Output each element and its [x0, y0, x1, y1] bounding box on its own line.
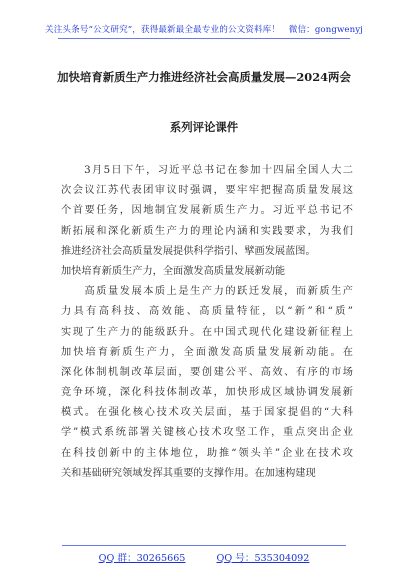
promo-banner	[0, 23, 408, 35]
body-text-line: 竞争环境，深化科技体制改革，加快形成区域协调发展新	[61, 387, 353, 399]
footer-divider	[62, 545, 346, 546]
body-text-line: 加快培育新质生产力，全面激发高质量发展新动能	[61, 265, 286, 277]
body-text-line: 断拓展和深化新质生产力的理论内涵和实践要求，为我们	[61, 225, 353, 237]
body-text-line: 3月5日下午，习近平总书记在参加十四届全国人大二	[61, 165, 353, 176]
body-text-line: 推进经济社会高质量发展提供科学指引、擘画发展蓝图。	[61, 245, 316, 257]
body-text-line: 高质量发展本质上是生产力的跃迁发展，而新质生产	[61, 286, 353, 298]
body-text-line: 模式。在强化核心技术攻关层面，基于国家提倡的“大科	[61, 407, 353, 419]
promo-banner-text: 关注头条号“公文研究”，获得最新最全最专业的公文资料库！ 微信：gongwenyj	[45, 25, 363, 35]
body-text-line: 在科技创新中的主体地位，助推“领头羊”企业在技术攻	[61, 447, 353, 459]
banner-divider	[58, 38, 350, 39]
qq-group-link[interactable]: QQ 群：30265665	[98, 553, 186, 564]
body-text-line: 次会议江苏代表团审议时强调，要牢牢把握高质量发展这	[61, 185, 353, 197]
body-text-line: 深化体制机制改革层面，要创建公平、高效、有序的市场	[61, 366, 353, 378]
document-title-line-1: 加快培育新质生产力推进经济社会高质量发展—2024两会	[57, 70, 351, 84]
body-text-line: 力具有高科技、高效能、高质量特征，以“新”和“质”	[61, 306, 353, 318]
document-title-line-2: 系列评论课件	[169, 120, 239, 134]
qq-number-link[interactable]: QQ 号：535304092	[216, 553, 310, 564]
body-text-line: 实现了生产力的能级跃升。在中国式现代化建设新征程上	[61, 326, 353, 338]
body-text-line: 关和基础研究领域发挥其重要的支撑作用。在加速构建现	[61, 467, 316, 479]
body-text-line: 学”模式系统部署关键核心技术攻坚工作，重点突出企业	[61, 427, 353, 439]
document-body	[61, 161, 353, 484]
contact-footer	[0, 550, 408, 564]
body-text-line: 个首要任务，因地制宜发展新质生产力。习近平总书记不	[61, 205, 353, 217]
body-text-line: 加快培育新质生产力，全面激发高质量发展新动能。在	[61, 346, 353, 358]
